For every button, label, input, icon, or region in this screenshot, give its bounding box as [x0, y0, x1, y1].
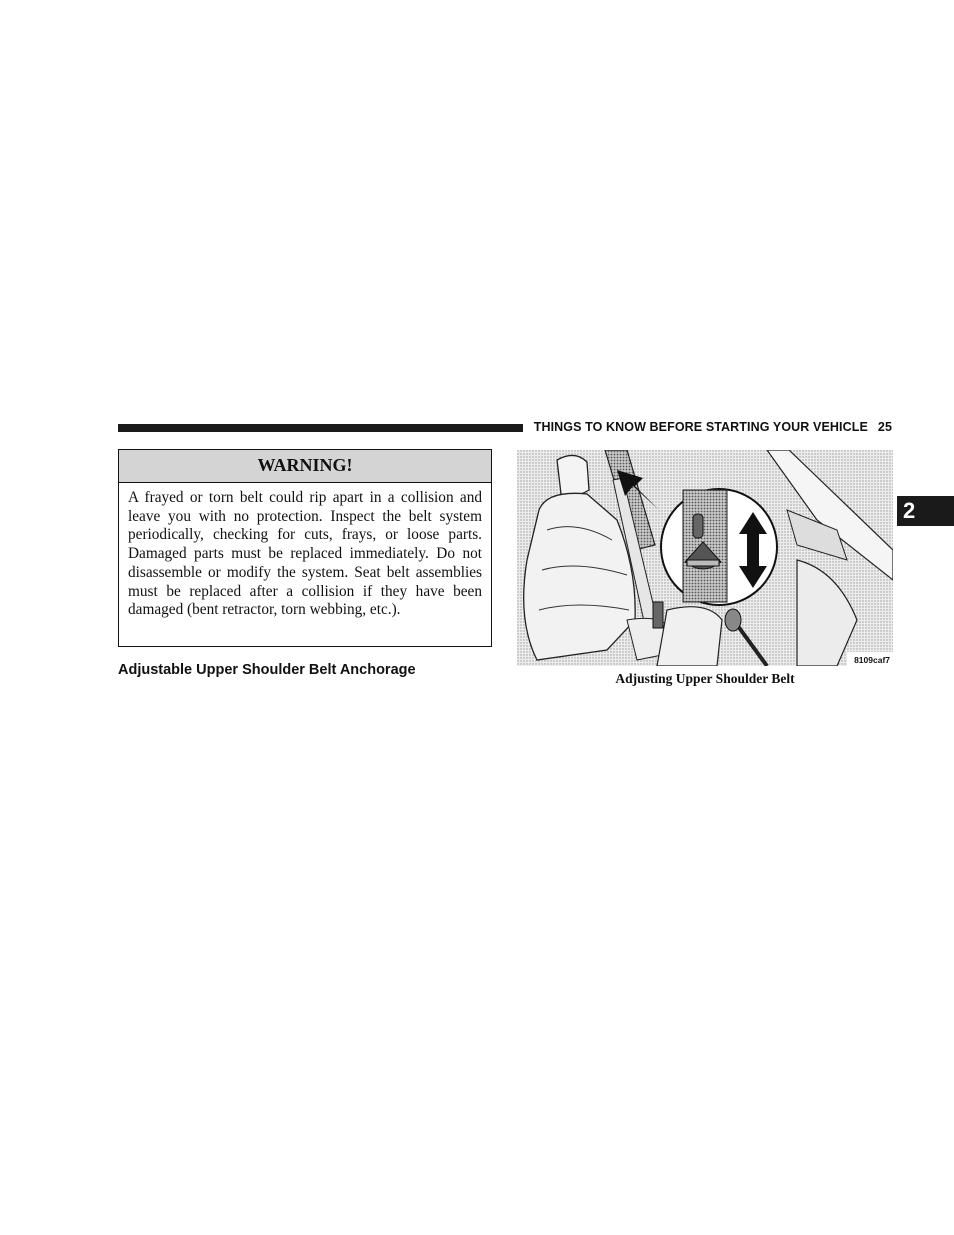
- warning-box: [118, 449, 492, 647]
- seat-belt-illustration: [517, 450, 893, 666]
- running-header: [532, 420, 892, 434]
- figure-caption: Adjusting Upper Shoulder Belt: [615, 671, 795, 686]
- warning-body: A frayed or torn belt could rip apart in a collision and leave you with no protection. Inspect the belt system periodically, checking for cuts, frays, or loose parts. Damaged parts must be replaced immediately. Do not disassemble or modify the system. Seat belt assemblies must be replaced after a collision if they have been damaged (bent retractor, torn webbing, etc.).: [128, 489, 482, 619]
- figure-illustration: [517, 450, 893, 666]
- figure-code: 8109caf7: [854, 655, 890, 665]
- chapter-tab: 2: [897, 496, 954, 526]
- page-number: 25: [877, 420, 892, 434]
- section-heading: Adjustable Upper Shoulder Belt Anchorage: [118, 662, 416, 678]
- warning-title: WARNING!: [119, 450, 491, 483]
- section-title: THINGS TO KNOW BEFORE STARTING YOUR VEHICLE: [533, 420, 868, 434]
- header-rule: [118, 424, 523, 432]
